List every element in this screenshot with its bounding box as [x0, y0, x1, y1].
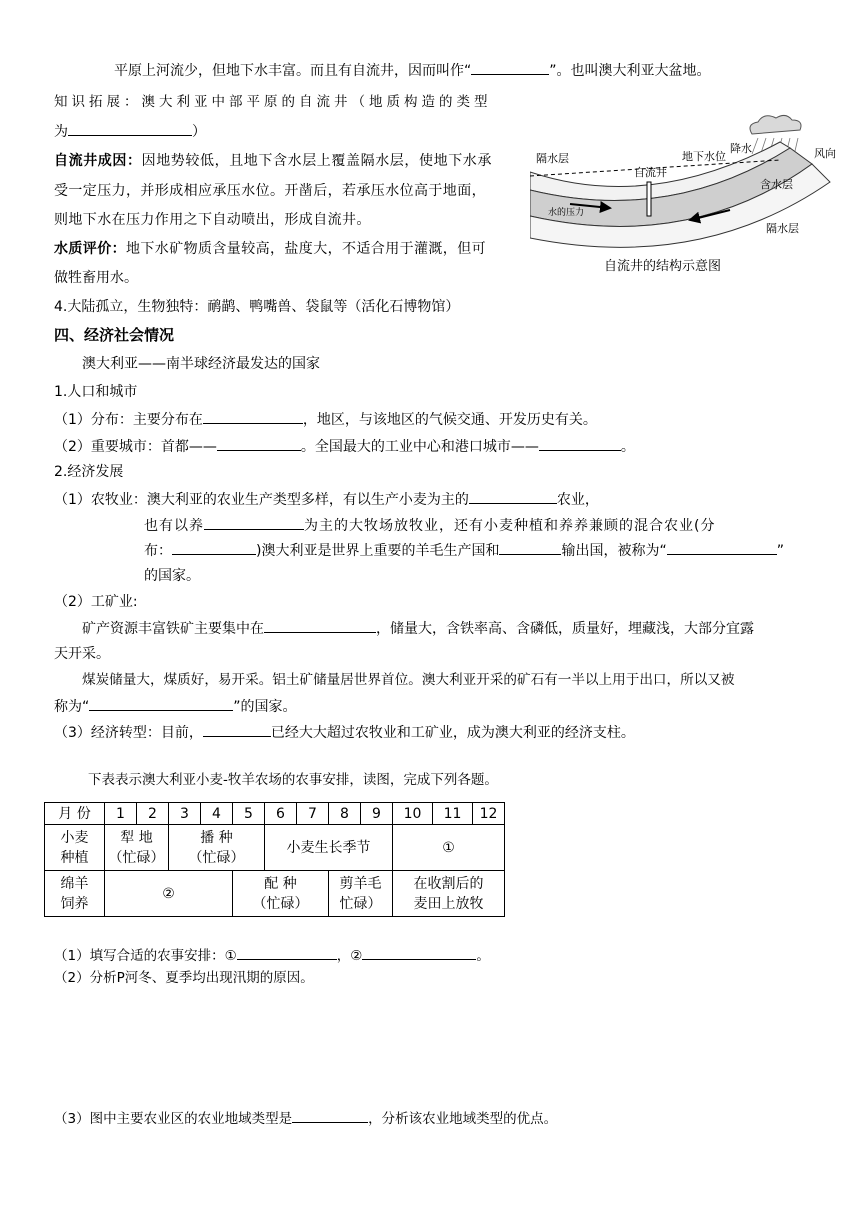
answer-blank[interactable] — [237, 945, 337, 960]
month-cell: 10 — [393, 803, 433, 825]
text: 则地下水在压力作用之下自动喷出，形成自流井。 — [54, 212, 371, 228]
text: 。 — [620, 439, 635, 455]
month-cell: 3 — [169, 803, 201, 825]
table-row — [45, 871, 505, 917]
label-aquiclude-left: 隔水层 — [536, 152, 569, 165]
text: 为主的大牧场放牧业，还有小麦种植和养养兼顾的混合农业(分 — [304, 518, 716, 534]
breed-cell — [233, 871, 329, 917]
question-1 — [54, 945, 490, 966]
text: ） — [192, 124, 206, 140]
text: 饲养 — [60, 895, 89, 912]
pop-line-1 — [54, 409, 597, 430]
pop-line-2 — [54, 436, 635, 457]
text: ”的国家。 — [233, 699, 297, 715]
plow-cell — [105, 825, 169, 871]
table-row — [45, 825, 505, 871]
answer-blank[interactable] — [471, 60, 549, 75]
label-pressure: 水的压力 — [548, 208, 585, 218]
shear-cell — [329, 871, 393, 917]
answer-blank[interactable] — [204, 515, 304, 530]
extension-line-2 — [54, 121, 206, 142]
text: 忙碌） — [339, 895, 382, 912]
label-aquifer: 含水层 — [760, 178, 793, 191]
animals-line — [54, 297, 459, 317]
text: （1）农牧业：澳大利亚的农业生产类型多样，有以生产小麦为主的 — [54, 492, 469, 508]
table-row — [45, 803, 505, 825]
answer-blank[interactable] — [203, 722, 271, 737]
label-well: 自流井 — [634, 166, 667, 179]
answer-blank[interactable] — [172, 540, 256, 555]
text: 已经大大超过农牧业和工矿业，成为澳大利亚的经济支柱。 — [270, 725, 635, 741]
text: 犁 地 — [120, 829, 153, 846]
answer-blank[interactable] — [217, 436, 301, 451]
answer-blank[interactable] — [264, 618, 376, 633]
pop-title: 1.人口和城市 — [54, 384, 138, 400]
sow-cell — [169, 825, 265, 871]
econ-title: 2.经济发展 — [54, 464, 124, 480]
agri-line-1 — [54, 489, 599, 510]
text: 因地势较低，且地下含水层上覆盖隔水层，使地下水承 — [141, 153, 493, 169]
text: （忙碌） — [252, 895, 309, 912]
month-cell: 12 — [473, 803, 505, 825]
text: （1）分布：主要分布在 — [54, 412, 203, 428]
month-cell: 6 — [265, 803, 297, 825]
grow-cell: 小麦生长季节 — [265, 825, 393, 871]
intro-line — [114, 60, 711, 81]
text: 绵羊 — [60, 875, 89, 892]
ind-line-1 — [82, 618, 754, 639]
month-label: 月 份 — [45, 803, 105, 825]
cause-line-3 — [54, 210, 371, 230]
answer-blank[interactable] — [292, 1108, 368, 1123]
text: （3）经济转型：目前， — [54, 725, 203, 741]
ind-title: （2）工矿业: — [54, 594, 138, 610]
text: 配 种 — [264, 875, 297, 892]
text: 。全国最大的工业中心和港口城市—— — [300, 439, 539, 455]
agri-line-2 — [144, 515, 715, 536]
text: （3）图中主要农业区的农业地域类型是 — [54, 1111, 293, 1127]
label-wind: 风向 — [814, 147, 836, 160]
text: 剪羊毛 — [339, 875, 382, 892]
text: 地下水矿物质含量较高，盐度大，不适合用于灌溉，但可 — [126, 241, 486, 257]
well-shaft — [647, 182, 651, 216]
text: 输出国，被称为“ — [561, 543, 667, 559]
label-rainfall: 降水 — [730, 142, 752, 155]
label-water-table: 地下水位 — [682, 150, 726, 163]
answer-blank[interactable] — [68, 121, 192, 136]
text: 称为“ — [54, 699, 90, 715]
blank-cell-2[interactable]: ② — [105, 871, 233, 917]
text: 种植 — [60, 849, 89, 866]
text: 小麦 — [60, 829, 89, 846]
farm-schedule-table — [44, 802, 505, 917]
text: 矿产资源丰富铁矿主要集中在 — [82, 621, 264, 637]
text: 农业， — [556, 492, 599, 508]
text: 4.大陆孤立，生物独特：鸸鹋、鸭嘴兽、袋鼠等（活化石博物馆） — [54, 299, 460, 315]
question-3 — [54, 1108, 557, 1129]
wheat-label — [45, 825, 105, 871]
eval-line-1 — [54, 239, 486, 259]
text: （2）重要城市：首都—— — [54, 439, 217, 455]
text: 在收割后的 — [413, 875, 484, 892]
text: ，地区，与该地区的气候交通、开发历史有关。 — [302, 412, 597, 428]
text: 为 — [54, 124, 68, 140]
text: 也有以养 — [144, 518, 204, 534]
text: ，储量大，含铁率高、含磷低，质量好，埋藏浅，大部分宜露 — [376, 621, 754, 637]
text: 播 种 — [200, 829, 233, 846]
agri-line-4: 的国家。 — [144, 568, 200, 584]
section-title: 四、经济社会情况 — [54, 326, 175, 344]
cause-line-1 — [54, 151, 492, 171]
eval-label: 水质评价： — [54, 241, 126, 257]
answer-blank[interactable] — [362, 945, 476, 960]
text: 做牲畜用水。 — [54, 270, 138, 286]
text: ，分析该农业地域类型的优点。 — [368, 1111, 558, 1127]
question-2: （2）分析P河冬、夏季均出现汛期的原因。 — [54, 970, 314, 986]
text: （1）填写合适的农事安排：① — [54, 948, 237, 964]
month-cell: 4 — [201, 803, 233, 825]
trans-line — [54, 722, 635, 743]
text: 麦田上放牧 — [413, 895, 484, 912]
section-subtitle: 澳大利亚——南半球经济最发达的国家 — [82, 356, 320, 372]
table-intro: 下表表示澳大利亚小麦-牧羊农场的农事安排，读图，完成下列各题。 — [88, 772, 498, 788]
graze-cell — [393, 871, 505, 917]
blank-cell-1[interactable]: ① — [393, 825, 505, 871]
cause-line-2 — [54, 181, 486, 201]
month-cell: 2 — [137, 803, 169, 825]
agri-line-3 — [144, 540, 784, 561]
sheep-label — [45, 871, 105, 917]
artesian-well-diagram — [530, 112, 840, 277]
month-cell: 8 — [329, 803, 361, 825]
text: 平原上河流少，但地下水丰富。而且有自流井，因而叫作“ — [114, 63, 472, 79]
label-aquiclude-bottom: 隔水层 — [766, 222, 799, 235]
text: 。 — [476, 948, 490, 964]
text: )澳大利亚是世界上重要的羊毛生产国和 — [256, 543, 500, 559]
text: 知识拓展：澳大利亚中部平原的自流井（地质构造的类型 — [54, 94, 492, 110]
text: （忙碌） — [188, 849, 245, 866]
month-cell: 9 — [361, 803, 393, 825]
month-cell: 5 — [233, 803, 265, 825]
eval-line-2 — [54, 268, 138, 288]
cloud-icon — [750, 115, 801, 134]
text: （忙碌） — [108, 849, 165, 866]
month-cell: 7 — [297, 803, 329, 825]
answer-blank[interactable] — [539, 436, 621, 451]
answer-blank[interactable] — [469, 489, 557, 504]
month-cell: 11 — [433, 803, 473, 825]
ind-line-3: 煤炭储量大，煤质好，易开采。铝土矿储量居世界首位。澳大利亚开采的矿石有一半以上用于出口，所以又被 — [82, 672, 735, 688]
cause-label: 自流井成因： — [54, 153, 142, 169]
ind-line-4 — [54, 696, 297, 717]
extension-line-1 — [54, 92, 492, 112]
text: ” — [776, 543, 784, 559]
text: ，② — [336, 948, 363, 964]
ind-line-2: 天开采。 — [54, 646, 110, 662]
answer-blank[interactable] — [499, 540, 561, 555]
diagram-caption: 自流井的结构示意图 — [604, 259, 722, 274]
text: 布： — [144, 543, 172, 559]
answer-blank[interactable] — [89, 696, 233, 711]
text: ”。也叫澳大利亚大盆地。 — [549, 63, 711, 79]
answer-blank[interactable] — [203, 409, 303, 424]
answer-blank[interactable] — [667, 540, 777, 555]
text: 受一定压力，并形成相应承压水位。开凿后，若承压水位高于地面， — [54, 183, 486, 199]
month-cell: 1 — [105, 803, 137, 825]
